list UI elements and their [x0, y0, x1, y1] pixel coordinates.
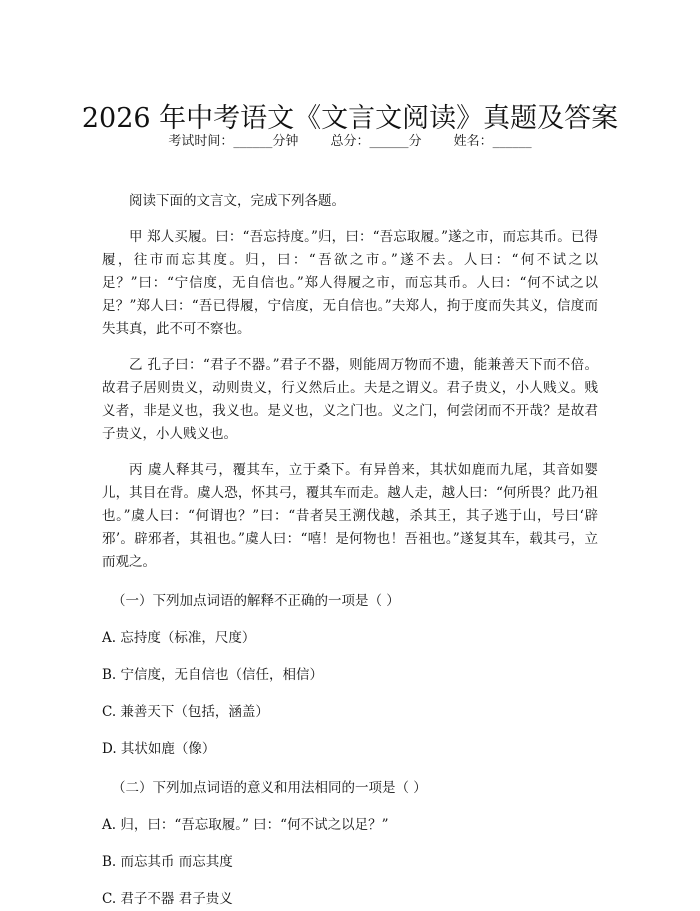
question-2-option-c: C. 君子不器 君子贵义 — [102, 891, 233, 907]
intro-paragraph: 阅读下面的文言文，完成下列各题。 — [129, 193, 345, 209]
passage-jia: 甲 郑人买履。曰：“吾忘持度。”归，曰：“吾忘取履。”遂之市，而忘其币。已得履，往市而忘其度。归，曰：“吾欲之市。”遂不去。人曰：“何不试之以足？”曰：“宁信度，无自信也。”郑人得履之市，而忘其币。人曰：“何不试之以足？”郑人曰：“吾已得履，宁信度，无自信也。”夫郑人，拘于度而失其义，信度而失其真，此不可不察也。 — [102, 229, 598, 337]
exam-content — [102, 190, 598, 911]
question-1-option-b: B. 宁信度，无自信也（信任，相信） — [102, 667, 324, 683]
question-1-option-d: D. 其状如鹿（像） — [102, 741, 216, 757]
exam-time-field: 考试时间：______分钟 — [168, 134, 299, 149]
page-title: 2026 年中考语文《文言文阅读》真题及答案 — [81, 103, 619, 135]
question-2-option-b: B. 而忘其币 而忘其度 — [102, 854, 233, 870]
exam-meta-row — [0, 132, 700, 152]
question-1-option-a: A. 忘持度（标准，尺度） — [102, 630, 256, 646]
total-score-field: 总分：______分 — [330, 134, 422, 149]
question-2-option-a: A. 归，曰：“吾忘取履。” 曰：“何不试之以足？” — [102, 817, 389, 833]
question-2-prompt: （二）下列加点词语的意义和用法相同的一项是（ ） — [112, 780, 427, 796]
passage-bing: 丙 虞人释其弓，覆其车，立于桑下。有异兽来，其状如鹿而九尾，其音如婴儿，其目在背。虞人恐，怀其弓，覆其车而走。越人走，越人曰：“何所畏？此乃祖也。”虞人曰：“何谓也？”曰：“昔者吴王溯伐越，杀其王，其子逃于山，号曰‘辟邪’。辟邪者，其祖也。”虞人曰：“嘻！是何物也！吾祖也。”遂复其车，载其弓，立而观之。 — [102, 462, 598, 570]
question-1-prompt: （一）下列加点词语的解释不正确的一项是（ ） — [112, 593, 400, 609]
name-field: 姓名：______ — [453, 134, 532, 149]
question-1-option-c: C. 兼善天下（包括，涵盖） — [102, 704, 269, 720]
passage-yi: 乙 孔子曰：“君子不器。”君子不器，则能周万物而不遗，能兼善天下而不倍。故君子居则贵义，动则贵义，行义然后止。夫是之谓义。君子贵义，小人贱义。贱义者，非是义也，我义也。是义也，义之门也。义之门，何尝闭而不开哉？是故君子贵义，小人贱义也。 — [102, 357, 598, 442]
